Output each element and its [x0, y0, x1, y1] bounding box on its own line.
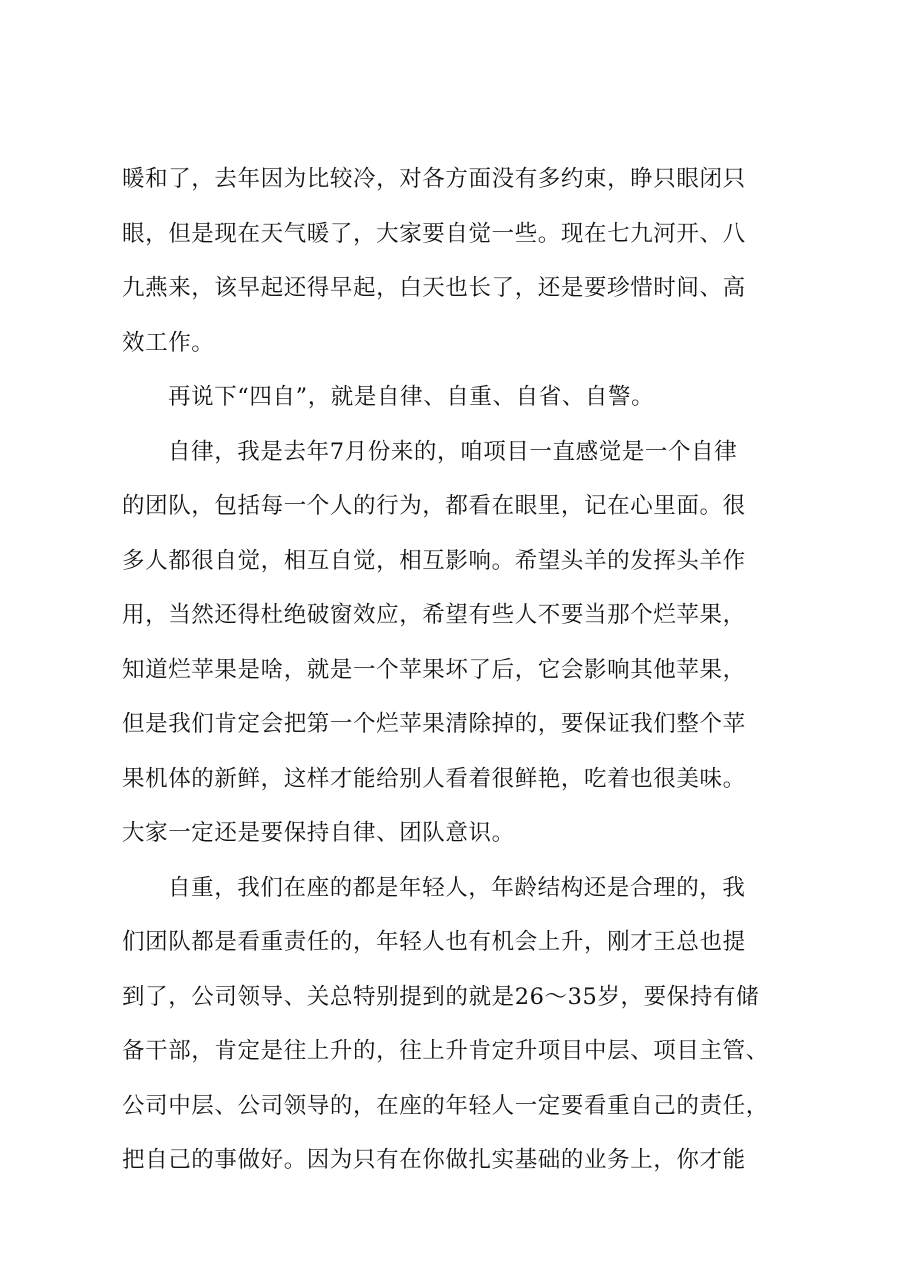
- text-line-2: 眼，但是现在天气暖了，大家要自觉一些。现在七九河开、八: [122, 220, 746, 247]
- text-line-8: 多人都很自觉，相互自觉，相互影响。希望头羊的发挥头羊作: [122, 547, 746, 574]
- text-line-14: 自重，我们在座的都是年轻人，年龄结构还是合理的，我: [168, 874, 746, 901]
- text-line-19: 把自己的事做好。因为只有在你做扎实基础的业务上，你才能: [122, 1147, 746, 1173]
- text-line-7: 的团队，包括每一个人的行为，都看在眼里，记在心里面。很: [122, 493, 746, 519]
- text-line-4: 效工作。: [122, 329, 215, 356]
- text-line-16: 到了，公司领导、关总特别提到的就是26～35岁，要保持有储: [122, 983, 760, 1010]
- text-line-10: 知道烂苹果是啥，就是一个苹果坏了后，它会影响其他苹果，: [122, 656, 746, 683]
- text-line-5: 再说下“四自”，就是自律、自重、自省、自警。: [168, 384, 655, 410]
- text-line-11: 但是我们肯定会把第一个烂苹果清除掉的，要保证我们整个苹: [122, 711, 746, 737]
- text-line-12: 果机体的新鲜，这样才能给别人看着很鲜艳，吃着也很美味。: [122, 765, 746, 792]
- text-line-6: 自律，我是去年7月份来的，咱项目一直感觉是一个自律: [168, 438, 738, 465]
- document-body: [122, 152, 802, 1188]
- text-line-1: 暖和了，去年因为比较冷，对各方面没有多约束，睁只眼闭只: [122, 166, 746, 192]
- text-line-9: 用，当然还得杜绝破窗效应，希望有些人不要当那个烂苹果，: [122, 602, 746, 628]
- text-line-15: 们团队都是看重责任的，年轻人也有机会上升，刚才王总也提: [122, 929, 746, 955]
- text-line-17: 备干部，肯定是往上升的，往上升肯定升项目中层、项目主管、: [122, 1038, 769, 1064]
- text-line-18: 公司中层、公司领导的，在座的年轻人一定要看重自己的责任，: [122, 1092, 769, 1119]
- text-line-13: 大家一定还是要保持自律、团队意识。: [122, 820, 515, 846]
- text-line-3: 九燕来，该早起还得早起，白天也长了，还是要珍惜时间、高: [122, 275, 746, 301]
